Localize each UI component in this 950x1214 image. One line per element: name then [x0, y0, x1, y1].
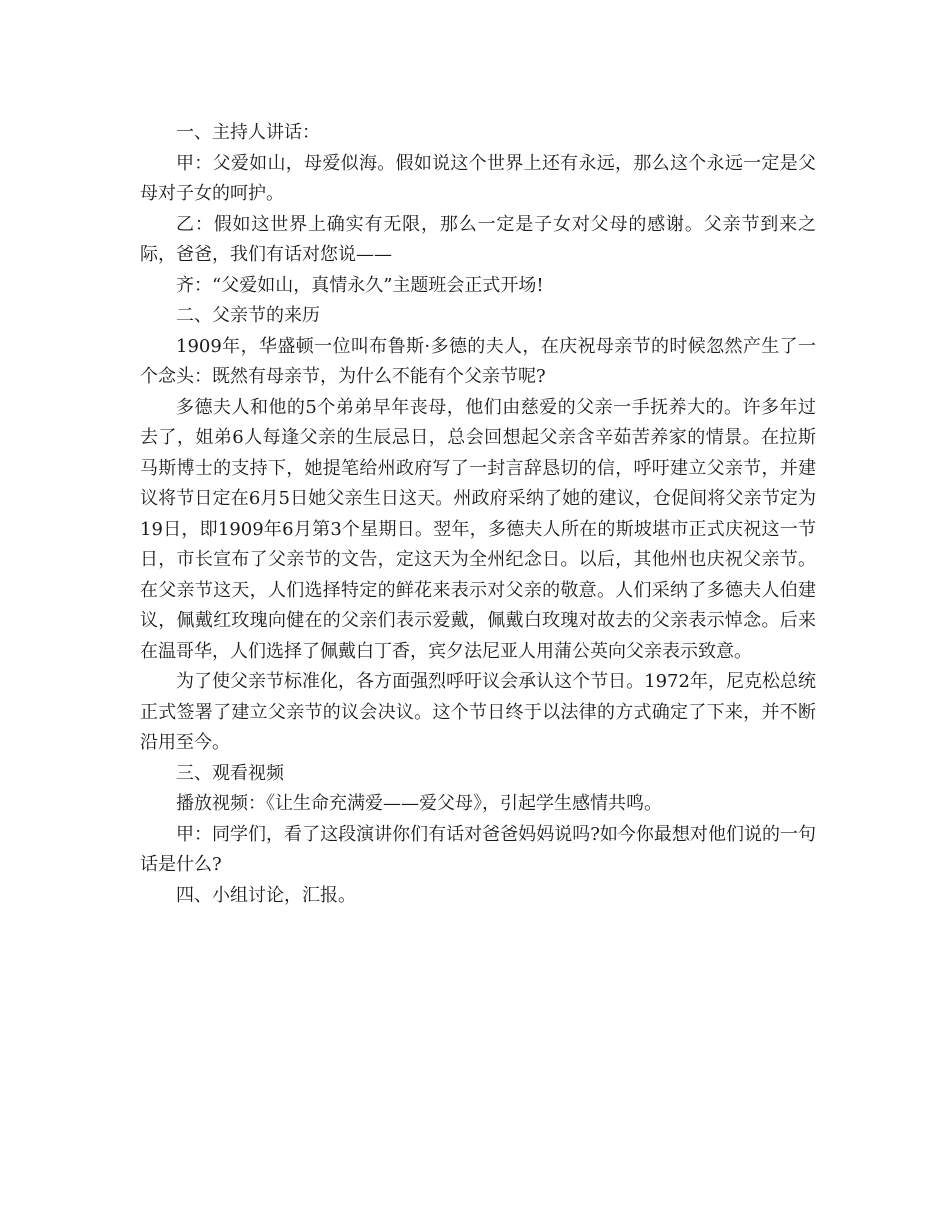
document-body: [140, 118, 816, 911]
section-heading-discussion: 四、小组讨论，汇报。: [176, 884, 356, 906]
paragraph-origin-dodd: 多德夫人和他的5个弟弟早年丧母，他们由慈爱的父亲一手抚养大的。许多年过去了，姐弟6人每逢父亲的生辰忌日，总会回想起父亲含辛茹苦养家的情景。在拉斯马斯博士的支持下，她提笔给州政府写了一封言辞恳切的信，呼吁建立父亲节，并建议将节日定在6月5日她父亲生日这天。州政府采纳了她的建议，仓促间将父亲节定为19日，即1909年6月第3个星期日。翌年，多德夫人所在的斯坡堪市正式庆祝这一节日，市长宣布了父亲节的文告，定这天为全州纪念日。以后，其他州也庆祝父亲节。在父亲节这天，人们选择特定的鲜花来表示对父亲的敬意。人们采纳了多德夫人伯建议，佩戴红玫瑰向健在的父亲们表示爱戴，佩戴白玫瑰对故去的父亲表示悼念。后来在温哥华，人们选择了佩戴白丁香，宾夕法尼亚人用蒲公英向父亲表示致意。: [140, 396, 816, 662]
paragraph-play-video: 播放视频：《让生命充满爱——爱父母》，引起学生感情共鸣。: [176, 793, 662, 814]
section-heading-origin: 二、父亲节的来历: [176, 305, 320, 326]
paragraph-origin-standardization: 为了使父亲节标准化，各方面强烈呼吁议会承认这个节日。1972年，尼克松总统正式签署了建立父亲节的议会决议。这个节日终于以法律的方式确定了下来，并不断沿用至今。: [140, 671, 816, 753]
paragraph-host-b: 乙：假如这世界上确实有无限，那么一定是子女对父母的感谢。父亲节到来之际，爸爸，我们有话对您说——: [140, 213, 816, 265]
paragraph-origin-1909: 1909年，华盛顿一位叫布鲁斯·多德的夫人，在庆祝母亲节的时候忽然产生了一个念头：既然有母亲节，为什么不能有个父亲节呢?: [140, 335, 816, 387]
section-heading-video: 三、观看视频: [176, 762, 284, 784]
section-heading-host-speech: 一、主持人讲话：: [176, 122, 320, 143]
paragraph-together: 齐：“父爱如山，真情永久”主题班会正式开场!: [176, 274, 544, 296]
paragraph-host-a: 甲：父爱如山，母爱似海。假如说这个世界上还有永远，那么这个永远一定是父母对子女的呵护。: [140, 152, 816, 204]
paragraph-question: 甲：同学们，看了这段演讲你们有话对爸爸妈妈说吗?如今你最想对他们说的一句话是什么?: [140, 823, 816, 875]
